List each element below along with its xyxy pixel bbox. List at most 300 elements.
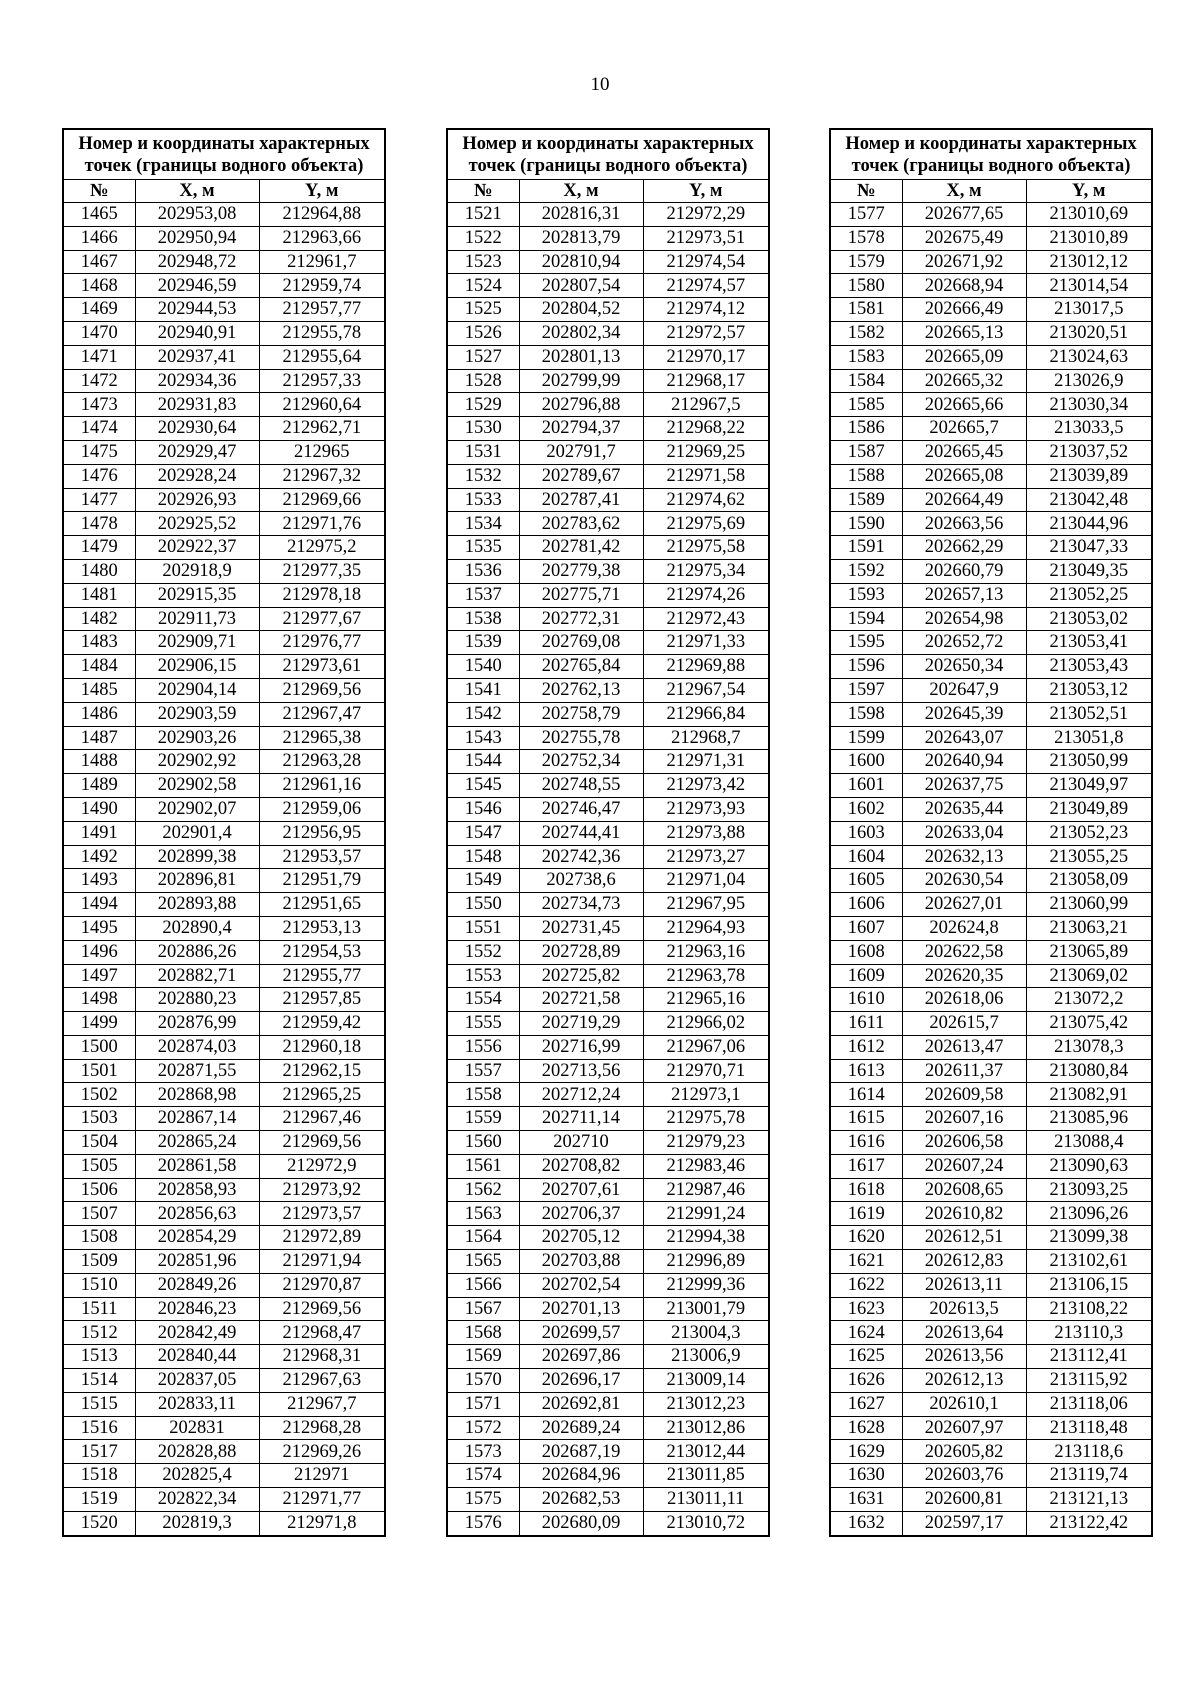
point-number: 1629 <box>830 1440 902 1464</box>
table-row <box>63 678 385 702</box>
point-number: 1568 <box>447 1321 519 1345</box>
y-coordinate: 212973,57 <box>259 1202 385 1226</box>
x-coordinate: 202710 <box>519 1131 643 1155</box>
table-row <box>63 655 385 679</box>
y-coordinate: 213020,51 <box>1026 321 1152 345</box>
table-row <box>63 1083 385 1107</box>
table-row <box>830 1321 1152 1345</box>
table-row <box>447 1035 769 1059</box>
point-number: 1476 <box>63 464 135 488</box>
x-coordinate: 202876,99 <box>135 1012 259 1036</box>
point-number: 1535 <box>447 536 519 560</box>
y-coordinate: 212953,13 <box>259 916 385 940</box>
table-row <box>830 274 1152 298</box>
table-row <box>830 1297 1152 1321</box>
table-row <box>63 1107 385 1131</box>
x-coordinate: 202769,08 <box>519 631 643 655</box>
point-number: 1583 <box>830 345 902 369</box>
point-number: 1474 <box>63 417 135 441</box>
x-coordinate: 202696,17 <box>519 1369 643 1393</box>
page-number: 10 <box>590 74 610 95</box>
y-coordinate: 212960,64 <box>259 393 385 417</box>
table-row <box>447 1464 769 1488</box>
column-header-y: Y, м <box>259 180 385 203</box>
table-row <box>830 702 1152 726</box>
x-coordinate: 202607,16 <box>902 1107 1026 1131</box>
table-row <box>63 1059 385 1083</box>
y-coordinate: 212976,77 <box>259 631 385 655</box>
point-number: 1546 <box>447 797 519 821</box>
x-coordinate: 202728,89 <box>519 940 643 964</box>
table-row <box>63 1226 385 1250</box>
table-row <box>63 702 385 726</box>
table-row <box>447 321 769 345</box>
x-coordinate: 202612,83 <box>902 1250 1026 1274</box>
point-number: 1587 <box>830 440 902 464</box>
table-row <box>830 559 1152 583</box>
point-number: 1619 <box>830 1202 902 1226</box>
table-row <box>63 988 385 1012</box>
table-row <box>447 274 769 298</box>
table-row <box>447 655 769 679</box>
point-number: 1607 <box>830 916 902 940</box>
x-coordinate: 202810,94 <box>519 250 643 274</box>
table-row <box>447 369 769 393</box>
y-coordinate: 212967,7 <box>259 1392 385 1416</box>
y-coordinate: 212967,54 <box>643 678 769 702</box>
table-row <box>830 940 1152 964</box>
x-coordinate: 202896,81 <box>135 869 259 893</box>
y-coordinate: 213010,72 <box>643 1511 769 1535</box>
x-coordinate: 202607,24 <box>902 1154 1026 1178</box>
point-number: 1530 <box>447 417 519 441</box>
point-number: 1617 <box>830 1154 902 1178</box>
table-row <box>830 512 1152 536</box>
y-coordinate: 213047,33 <box>1026 536 1152 560</box>
point-number: 1559 <box>447 1107 519 1131</box>
table-row <box>830 678 1152 702</box>
y-coordinate: 213053,41 <box>1026 631 1152 655</box>
y-coordinate: 212978,18 <box>259 583 385 607</box>
column-header-x: X, м <box>902 180 1026 203</box>
x-coordinate: 202868,98 <box>135 1083 259 1107</box>
point-number: 1595 <box>830 631 902 655</box>
x-coordinate: 202671,92 <box>902 250 1026 274</box>
point-number: 1579 <box>830 250 902 274</box>
point-number: 1550 <box>447 893 519 917</box>
point-number: 1475 <box>63 440 135 464</box>
x-coordinate: 202713,56 <box>519 1059 643 1083</box>
point-number: 1481 <box>63 583 135 607</box>
x-coordinate: 202665,66 <box>902 393 1026 417</box>
table-row <box>63 298 385 322</box>
y-coordinate: 213075,42 <box>1026 1012 1152 1036</box>
point-number: 1498 <box>63 988 135 1012</box>
y-coordinate: 212964,88 <box>259 203 385 227</box>
x-coordinate: 202734,73 <box>519 893 643 917</box>
table-row <box>447 583 769 607</box>
table-row <box>63 417 385 441</box>
y-coordinate: 213052,25 <box>1026 583 1152 607</box>
point-number: 1497 <box>63 964 135 988</box>
x-coordinate: 202828,88 <box>135 1440 259 1464</box>
x-coordinate: 202731,45 <box>519 916 643 940</box>
x-coordinate: 202772,31 <box>519 607 643 631</box>
x-coordinate: 202925,52 <box>135 512 259 536</box>
y-coordinate: 212973,88 <box>643 821 769 845</box>
point-number: 1486 <box>63 702 135 726</box>
y-coordinate: 213037,52 <box>1026 440 1152 464</box>
table-row <box>63 607 385 631</box>
point-number: 1499 <box>63 1012 135 1036</box>
x-coordinate: 202813,79 <box>519 226 643 250</box>
table-row <box>63 1273 385 1297</box>
table-row <box>447 1202 769 1226</box>
table-row <box>63 1178 385 1202</box>
point-number: 1611 <box>830 1012 902 1036</box>
table-row <box>63 440 385 464</box>
y-coordinate: 213052,51 <box>1026 702 1152 726</box>
x-coordinate: 202909,71 <box>135 631 259 655</box>
point-number: 1528 <box>447 369 519 393</box>
x-coordinate: 202842,49 <box>135 1321 259 1345</box>
table-row <box>830 369 1152 393</box>
x-coordinate: 202632,13 <box>902 845 1026 869</box>
column-header-y: Y, м <box>1026 180 1152 203</box>
y-coordinate: 213058,09 <box>1026 869 1152 893</box>
point-number: 1597 <box>830 678 902 702</box>
y-coordinate: 213033,5 <box>1026 417 1152 441</box>
y-coordinate: 212974,54 <box>643 250 769 274</box>
table-caption: Номер и координаты характерных точек (границы водного объекта) <box>63 129 385 180</box>
y-coordinate: 212967,47 <box>259 702 385 726</box>
y-coordinate: 213011,11 <box>643 1488 769 1512</box>
point-number: 1541 <box>447 678 519 702</box>
x-coordinate: 202807,54 <box>519 274 643 298</box>
point-number: 1517 <box>63 1440 135 1464</box>
point-number: 1563 <box>447 1202 519 1226</box>
x-coordinate: 202712,24 <box>519 1083 643 1107</box>
x-coordinate: 202615,7 <box>902 1012 1026 1036</box>
table-row <box>63 940 385 964</box>
x-coordinate: 202600,81 <box>902 1488 1026 1512</box>
table-row <box>830 488 1152 512</box>
x-coordinate: 202946,59 <box>135 274 259 298</box>
y-coordinate: 213078,3 <box>1026 1035 1152 1059</box>
point-number: 1565 <box>447 1250 519 1274</box>
x-coordinate: 202613,64 <box>902 1321 1026 1345</box>
y-coordinate: 213122,42 <box>1026 1511 1152 1535</box>
x-coordinate: 202665,45 <box>902 440 1026 464</box>
table-row <box>830 226 1152 250</box>
table-row <box>830 1369 1152 1393</box>
point-number: 1549 <box>447 869 519 893</box>
point-number: 1566 <box>447 1273 519 1297</box>
table-row <box>447 1250 769 1274</box>
point-number: 1574 <box>447 1464 519 1488</box>
point-number: 1479 <box>63 536 135 560</box>
table-row <box>830 1083 1152 1107</box>
y-coordinate: 212970,71 <box>643 1059 769 1083</box>
point-number: 1509 <box>63 1250 135 1274</box>
x-coordinate: 202611,37 <box>902 1059 1026 1083</box>
y-coordinate: 212959,06 <box>259 797 385 821</box>
point-number: 1577 <box>830 203 902 227</box>
table-row <box>63 250 385 274</box>
point-number: 1490 <box>63 797 135 821</box>
x-coordinate: 202665,09 <box>902 345 1026 369</box>
point-number: 1572 <box>447 1416 519 1440</box>
point-number: 1515 <box>63 1392 135 1416</box>
table-row <box>63 1345 385 1369</box>
x-coordinate: 202664,49 <box>902 488 1026 512</box>
x-coordinate: 202640,94 <box>902 750 1026 774</box>
y-coordinate: 213060,99 <box>1026 893 1152 917</box>
point-number: 1504 <box>63 1131 135 1155</box>
x-coordinate: 202622,58 <box>902 940 1026 964</box>
x-coordinate: 202630,54 <box>902 869 1026 893</box>
table-row <box>447 821 769 845</box>
column-header-x: X, м <box>135 180 259 203</box>
x-coordinate: 202597,17 <box>902 1511 1026 1535</box>
y-coordinate: 212969,88 <box>643 655 769 679</box>
x-coordinate: 202697,86 <box>519 1345 643 1369</box>
x-coordinate: 202849,26 <box>135 1273 259 1297</box>
y-coordinate: 212977,35 <box>259 559 385 583</box>
x-coordinate: 202804,52 <box>519 298 643 322</box>
y-coordinate: 212999,36 <box>643 1273 769 1297</box>
y-coordinate: 212954,53 <box>259 940 385 964</box>
table-row <box>830 1416 1152 1440</box>
x-coordinate: 202840,44 <box>135 1345 259 1369</box>
y-coordinate: 212973,42 <box>643 774 769 798</box>
x-coordinate: 202716,99 <box>519 1035 643 1059</box>
table-caption: Номер и координаты характерных точек (границы водного объекта) <box>447 129 769 180</box>
x-coordinate: 202902,58 <box>135 774 259 798</box>
x-coordinate: 202719,29 <box>519 1012 643 1036</box>
column-header-y: Y, м <box>643 180 769 203</box>
point-number: 1514 <box>63 1369 135 1393</box>
y-coordinate: 213082,91 <box>1026 1083 1152 1107</box>
point-number: 1627 <box>830 1392 902 1416</box>
x-coordinate: 202645,39 <box>902 702 1026 726</box>
table-row <box>63 1416 385 1440</box>
column-header-number: № <box>830 180 902 203</box>
y-coordinate: 212975,2 <box>259 536 385 560</box>
table-row <box>63 893 385 917</box>
point-number: 1538 <box>447 607 519 631</box>
x-coordinate: 202682,53 <box>519 1488 643 1512</box>
x-coordinate: 202903,59 <box>135 702 259 726</box>
y-coordinate: 212965,16 <box>643 988 769 1012</box>
y-coordinate: 212975,69 <box>643 512 769 536</box>
y-coordinate: 213108,22 <box>1026 1297 1152 1321</box>
point-number: 1493 <box>63 869 135 893</box>
table-row <box>63 345 385 369</box>
table-row <box>447 1226 769 1250</box>
x-coordinate: 202663,56 <box>902 512 1026 536</box>
y-coordinate: 212974,12 <box>643 298 769 322</box>
y-coordinate: 212959,42 <box>259 1012 385 1036</box>
point-number: 1591 <box>830 536 902 560</box>
table-row <box>63 774 385 798</box>
x-coordinate: 202953,08 <box>135 203 259 227</box>
y-coordinate: 212983,46 <box>643 1154 769 1178</box>
x-coordinate: 202668,94 <box>902 274 1026 298</box>
x-coordinate: 202662,29 <box>902 536 1026 560</box>
y-coordinate: 212969,56 <box>259 1297 385 1321</box>
table-row <box>63 869 385 893</box>
y-coordinate: 213009,14 <box>643 1369 769 1393</box>
table-row <box>63 821 385 845</box>
table-row <box>63 464 385 488</box>
x-coordinate: 202865,24 <box>135 1131 259 1155</box>
table-row <box>447 1059 769 1083</box>
point-number: 1519 <box>63 1488 135 1512</box>
table-row <box>830 298 1152 322</box>
y-coordinate: 212967,95 <box>643 893 769 917</box>
x-coordinate: 202610,82 <box>902 1202 1026 1226</box>
point-number: 1615 <box>830 1107 902 1131</box>
x-coordinate: 202612,13 <box>902 1369 1026 1393</box>
y-coordinate: 213085,96 <box>1026 1107 1152 1131</box>
point-number: 1525 <box>447 298 519 322</box>
y-coordinate: 212971,77 <box>259 1488 385 1512</box>
point-number: 1605 <box>830 869 902 893</box>
table-row <box>830 250 1152 274</box>
point-number: 1503 <box>63 1107 135 1131</box>
point-number: 1612 <box>830 1035 902 1059</box>
table-row <box>63 1035 385 1059</box>
x-coordinate: 202647,9 <box>902 678 1026 702</box>
x-coordinate: 202882,71 <box>135 964 259 988</box>
x-coordinate: 202871,55 <box>135 1059 259 1083</box>
y-coordinate: 212975,58 <box>643 536 769 560</box>
y-coordinate: 213063,21 <box>1026 916 1152 940</box>
x-coordinate: 202886,26 <box>135 940 259 964</box>
x-coordinate: 202652,72 <box>902 631 1026 655</box>
point-number: 1533 <box>447 488 519 512</box>
point-number: 1547 <box>447 821 519 845</box>
table-row <box>63 1297 385 1321</box>
x-coordinate: 202948,72 <box>135 250 259 274</box>
table-row <box>63 203 385 227</box>
table-row <box>447 417 769 441</box>
x-coordinate: 202742,36 <box>519 845 643 869</box>
x-coordinate: 202928,24 <box>135 464 259 488</box>
point-number: 1573 <box>447 1440 519 1464</box>
x-coordinate: 202802,34 <box>519 321 643 345</box>
y-coordinate: 213065,89 <box>1026 940 1152 964</box>
table-row <box>447 797 769 821</box>
y-coordinate: 212969,56 <box>259 678 385 702</box>
table-row <box>830 845 1152 869</box>
y-coordinate: 213001,79 <box>643 1297 769 1321</box>
table-row <box>447 916 769 940</box>
y-coordinate: 212971,94 <box>259 1250 385 1274</box>
x-coordinate: 202787,41 <box>519 488 643 512</box>
point-number: 1510 <box>63 1273 135 1297</box>
point-number: 1484 <box>63 655 135 679</box>
point-number: 1495 <box>63 916 135 940</box>
y-coordinate: 212962,71 <box>259 417 385 441</box>
x-coordinate: 202922,37 <box>135 536 259 560</box>
y-coordinate: 213099,38 <box>1026 1226 1152 1250</box>
x-coordinate: 202880,23 <box>135 988 259 1012</box>
y-coordinate: 212968,47 <box>259 1321 385 1345</box>
x-coordinate: 202748,55 <box>519 774 643 798</box>
x-coordinate: 202903,26 <box>135 726 259 750</box>
x-coordinate: 202846,23 <box>135 1297 259 1321</box>
y-coordinate: 213102,61 <box>1026 1250 1152 1274</box>
table-row <box>830 869 1152 893</box>
x-coordinate: 202603,76 <box>902 1464 1026 1488</box>
y-coordinate: 212953,57 <box>259 845 385 869</box>
y-coordinate: 212979,23 <box>643 1131 769 1155</box>
table-row <box>830 797 1152 821</box>
x-coordinate: 202707,61 <box>519 1178 643 1202</box>
x-coordinate: 202620,35 <box>902 964 1026 988</box>
x-coordinate: 202918,9 <box>135 559 259 583</box>
y-coordinate: 213012,44 <box>643 1440 769 1464</box>
y-coordinate: 213080,84 <box>1026 1059 1152 1083</box>
x-coordinate: 202831 <box>135 1416 259 1440</box>
y-coordinate: 213044,96 <box>1026 512 1152 536</box>
x-coordinate: 202937,41 <box>135 345 259 369</box>
table-row <box>447 988 769 1012</box>
x-coordinate: 202950,94 <box>135 226 259 250</box>
table-row <box>447 440 769 464</box>
y-coordinate: 213088,4 <box>1026 1131 1152 1155</box>
table-row <box>447 1369 769 1393</box>
y-coordinate: 212961,16 <box>259 774 385 798</box>
y-coordinate: 213049,35 <box>1026 559 1152 583</box>
y-coordinate: 212987,46 <box>643 1178 769 1202</box>
y-coordinate: 212968,31 <box>259 1345 385 1369</box>
point-number: 1518 <box>63 1464 135 1488</box>
table-row <box>830 774 1152 798</box>
point-number: 1500 <box>63 1035 135 1059</box>
point-number: 1551 <box>447 916 519 940</box>
x-coordinate: 202837,05 <box>135 1369 259 1393</box>
point-number: 1606 <box>830 893 902 917</box>
table-row <box>447 1440 769 1464</box>
point-number: 1521 <box>447 203 519 227</box>
y-coordinate: 212967,06 <box>643 1035 769 1059</box>
x-coordinate: 202930,64 <box>135 417 259 441</box>
x-coordinate: 202906,15 <box>135 655 259 679</box>
column-header-number: № <box>447 180 519 203</box>
table-row <box>447 1178 769 1202</box>
y-coordinate: 212972,43 <box>643 607 769 631</box>
point-number: 1600 <box>830 750 902 774</box>
table-row <box>830 1440 1152 1464</box>
table-row <box>63 916 385 940</box>
y-coordinate: 212957,77 <box>259 298 385 322</box>
point-number: 1553 <box>447 964 519 988</box>
y-coordinate: 213110,3 <box>1026 1321 1152 1345</box>
y-coordinate: 213006,9 <box>643 1345 769 1369</box>
y-coordinate: 212994,38 <box>643 1226 769 1250</box>
y-coordinate: 213049,89 <box>1026 797 1152 821</box>
y-coordinate: 213049,97 <box>1026 774 1152 798</box>
x-coordinate: 202637,75 <box>902 774 1026 798</box>
table-row <box>63 750 385 774</box>
point-number: 1469 <box>63 298 135 322</box>
point-number: 1472 <box>63 369 135 393</box>
point-number: 1625 <box>830 1345 902 1369</box>
y-coordinate: 212967,32 <box>259 464 385 488</box>
